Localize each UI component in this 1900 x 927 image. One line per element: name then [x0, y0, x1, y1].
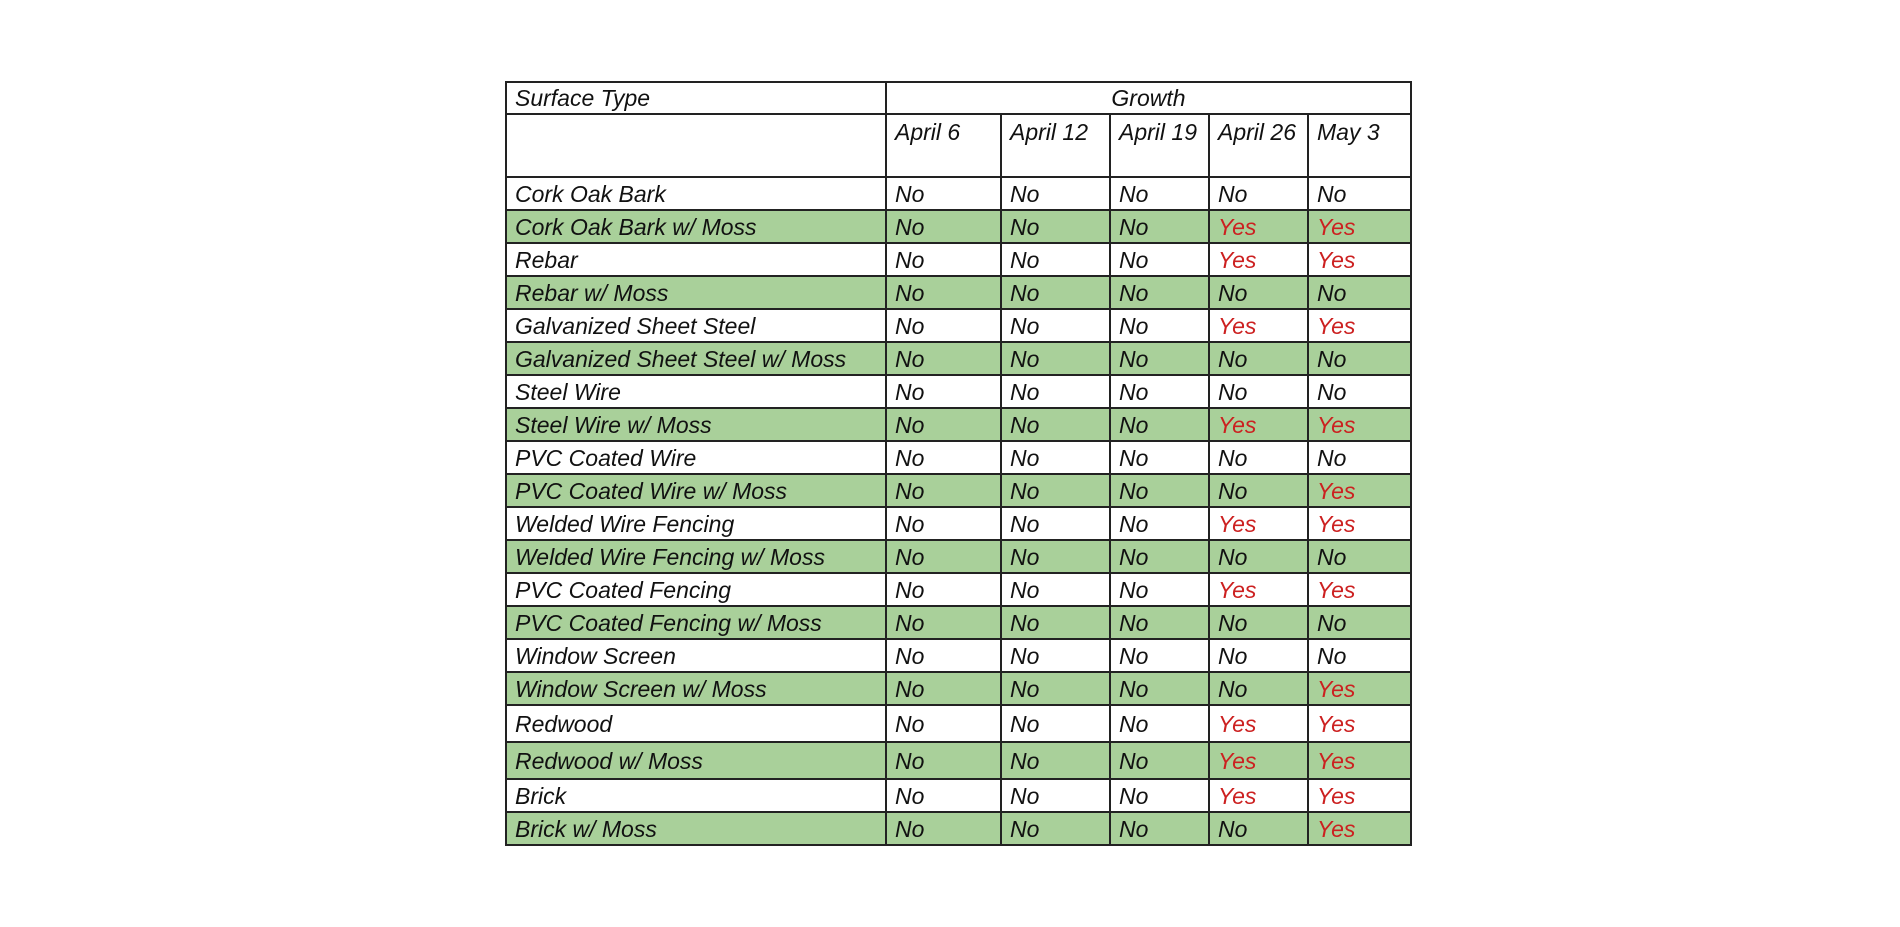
growth-cell: No	[886, 342, 1001, 375]
surface-type-cell: Galvanized Sheet Steel	[506, 309, 886, 342]
surface-type-cell: Steel Wire w/ Moss	[506, 408, 886, 441]
growth-cell: No	[1110, 779, 1209, 812]
growth-cell: No	[1110, 606, 1209, 639]
growth-cell: No	[1001, 177, 1110, 210]
growth-cell: No	[1209, 672, 1308, 705]
growth-cell: No	[1209, 441, 1308, 474]
growth-cell: Yes	[1209, 507, 1308, 540]
growth-cell: No	[1110, 342, 1209, 375]
growth-cell: No	[1110, 474, 1209, 507]
table-row	[506, 309, 1411, 342]
growth-cell: Yes	[1209, 742, 1308, 779]
surface-type-cell: Cork Oak Bark w/ Moss	[506, 210, 886, 243]
surface-type-cell: Cork Oak Bark	[506, 177, 886, 210]
blank-header-cell	[506, 114, 886, 177]
growth-cell: No	[886, 779, 1001, 812]
growth-cell: No	[1209, 812, 1308, 845]
table-row	[506, 639, 1411, 672]
growth-cell: No	[1110, 441, 1209, 474]
surface-type-cell: Galvanized Sheet Steel w/ Moss	[506, 342, 886, 375]
table-row	[506, 441, 1411, 474]
growth-cell: No	[1308, 639, 1411, 672]
growth-cell: No	[886, 672, 1001, 705]
table-row	[506, 540, 1411, 573]
growth-cell: No	[1110, 276, 1209, 309]
surface-type-cell: Rebar	[506, 243, 886, 276]
table-row	[506, 375, 1411, 408]
table-row	[506, 812, 1411, 845]
growth-cell: Yes	[1209, 573, 1308, 606]
growth-header: Growth	[886, 82, 1411, 114]
growth-cell: No	[1110, 507, 1209, 540]
growth-cell: No	[886, 177, 1001, 210]
growth-cell: No	[1001, 705, 1110, 742]
growth-cell: No	[1209, 276, 1308, 309]
growth-cell: Yes	[1308, 705, 1411, 742]
table-row	[506, 507, 1411, 540]
growth-cell: No	[1209, 177, 1308, 210]
growth-cell: No	[1001, 639, 1110, 672]
surface-type-cell: Window Screen w/ Moss	[506, 672, 886, 705]
growth-cell: No	[1110, 243, 1209, 276]
growth-cell: No	[1110, 812, 1209, 845]
growth-cell: No	[1110, 408, 1209, 441]
table-row	[506, 474, 1411, 507]
table-row	[506, 705, 1411, 742]
growth-cell: No	[886, 210, 1001, 243]
table-row	[506, 408, 1411, 441]
growth-cell: Yes	[1209, 705, 1308, 742]
growth-cell: No	[1001, 742, 1110, 779]
growth-cell: No	[886, 742, 1001, 779]
growth-cell: No	[1001, 276, 1110, 309]
growth-cell: No	[1209, 639, 1308, 672]
table-body	[506, 177, 1411, 845]
growth-cell: No	[886, 474, 1001, 507]
growth-cell: No	[1110, 309, 1209, 342]
growth-cell: No	[1209, 342, 1308, 375]
growth-cell: No	[1001, 812, 1110, 845]
surface-type-cell: Steel Wire	[506, 375, 886, 408]
surface-type-cell: Brick w/ Moss	[506, 812, 886, 845]
growth-cell: No	[886, 276, 1001, 309]
growth-cell: No	[1209, 375, 1308, 408]
growth-cell: No	[1001, 309, 1110, 342]
surface-type-cell: Welded Wire Fencing w/ Moss	[506, 540, 886, 573]
date-header: April 12	[1001, 114, 1110, 177]
growth-cell: No	[1110, 375, 1209, 408]
surface-type-header: Surface Type	[506, 82, 886, 114]
table-row	[506, 210, 1411, 243]
growth-cell: No	[1110, 705, 1209, 742]
surface-type-cell: Rebar w/ Moss	[506, 276, 886, 309]
table-row	[506, 779, 1411, 812]
table-row	[506, 177, 1411, 210]
growth-cell: No	[1308, 342, 1411, 375]
growth-cell: Yes	[1308, 210, 1411, 243]
growth-cell: Yes	[1308, 779, 1411, 812]
growth-cell: Yes	[1209, 210, 1308, 243]
surface-type-cell: Redwood	[506, 705, 886, 742]
growth-cell: No	[1209, 540, 1308, 573]
growth-cell: No	[886, 573, 1001, 606]
growth-cell: No	[886, 441, 1001, 474]
growth-cell: No	[886, 540, 1001, 573]
growth-cell: Yes	[1308, 812, 1411, 845]
growth-cell: No	[1110, 177, 1209, 210]
growth-cell: No	[1001, 474, 1110, 507]
growth-cell: Yes	[1308, 742, 1411, 779]
growth-cell: No	[1110, 672, 1209, 705]
growth-cell: No	[886, 639, 1001, 672]
growth-cell: No	[1110, 573, 1209, 606]
table-row	[506, 606, 1411, 639]
growth-cell: No	[886, 812, 1001, 845]
growth-cell: No	[1209, 474, 1308, 507]
table-row	[506, 573, 1411, 606]
growth-cell: No	[1308, 375, 1411, 408]
growth-cell: No	[1001, 408, 1110, 441]
growth-cell: No	[886, 309, 1001, 342]
growth-cell: No	[886, 243, 1001, 276]
surface-type-cell: Redwood w/ Moss	[506, 742, 886, 779]
growth-cell: Yes	[1209, 309, 1308, 342]
table-row	[506, 342, 1411, 375]
surface-type-cell: Welded Wire Fencing	[506, 507, 886, 540]
growth-cell: No	[1001, 441, 1110, 474]
date-header: May 3	[1308, 114, 1411, 177]
growth-cell: No	[886, 375, 1001, 408]
header-row-top	[506, 82, 1411, 114]
growth-cell: No	[1001, 210, 1110, 243]
growth-cell: No	[1308, 606, 1411, 639]
growth-cell: Yes	[1209, 408, 1308, 441]
growth-cell: No	[1209, 606, 1308, 639]
table-row	[506, 243, 1411, 276]
growth-cell: Yes	[1308, 573, 1411, 606]
growth-cell: No	[1001, 606, 1110, 639]
growth-cell: Yes	[1308, 507, 1411, 540]
growth-cell: Yes	[1308, 243, 1411, 276]
growth-cell: No	[1001, 243, 1110, 276]
growth-cell: No	[1308, 540, 1411, 573]
growth-cell: No	[886, 507, 1001, 540]
surface-type-cell: PVC Coated Fencing	[506, 573, 886, 606]
growth-cell: No	[886, 606, 1001, 639]
growth-cell: No	[1001, 779, 1110, 812]
table-row	[506, 672, 1411, 705]
header-row-dates	[506, 114, 1411, 177]
surface-type-cell: PVC Coated Fencing w/ Moss	[506, 606, 886, 639]
growth-cell: No	[1001, 672, 1110, 705]
growth-cell: No	[1001, 540, 1110, 573]
growth-cell: No	[1110, 639, 1209, 672]
growth-cell: No	[1110, 540, 1209, 573]
surface-type-cell: PVC Coated Wire w/ Moss	[506, 474, 886, 507]
growth-cell: No	[1001, 507, 1110, 540]
growth-cell: No	[1308, 177, 1411, 210]
growth-table	[505, 81, 1412, 846]
date-header: April 26	[1209, 114, 1308, 177]
date-header: April 6	[886, 114, 1001, 177]
growth-cell: Yes	[1308, 309, 1411, 342]
growth-cell: Yes	[1308, 474, 1411, 507]
growth-cell: No	[1001, 375, 1110, 408]
date-header: April 19	[1110, 114, 1209, 177]
growth-cell: No	[1110, 742, 1209, 779]
growth-cell: No	[1308, 441, 1411, 474]
growth-cell: Yes	[1209, 243, 1308, 276]
growth-cell: Yes	[1308, 672, 1411, 705]
growth-cell: No	[1001, 342, 1110, 375]
growth-cell: Yes	[1209, 779, 1308, 812]
table-row	[506, 742, 1411, 779]
surface-type-cell: Window Screen	[506, 639, 886, 672]
growth-cell: No	[886, 705, 1001, 742]
surface-type-cell: PVC Coated Wire	[506, 441, 886, 474]
growth-cell: No	[886, 408, 1001, 441]
growth-cell: No	[1001, 573, 1110, 606]
growth-cell: Yes	[1308, 408, 1411, 441]
growth-cell: No	[1110, 210, 1209, 243]
surface-type-cell: Brick	[506, 779, 886, 812]
table-row	[506, 276, 1411, 309]
growth-cell: No	[1308, 276, 1411, 309]
